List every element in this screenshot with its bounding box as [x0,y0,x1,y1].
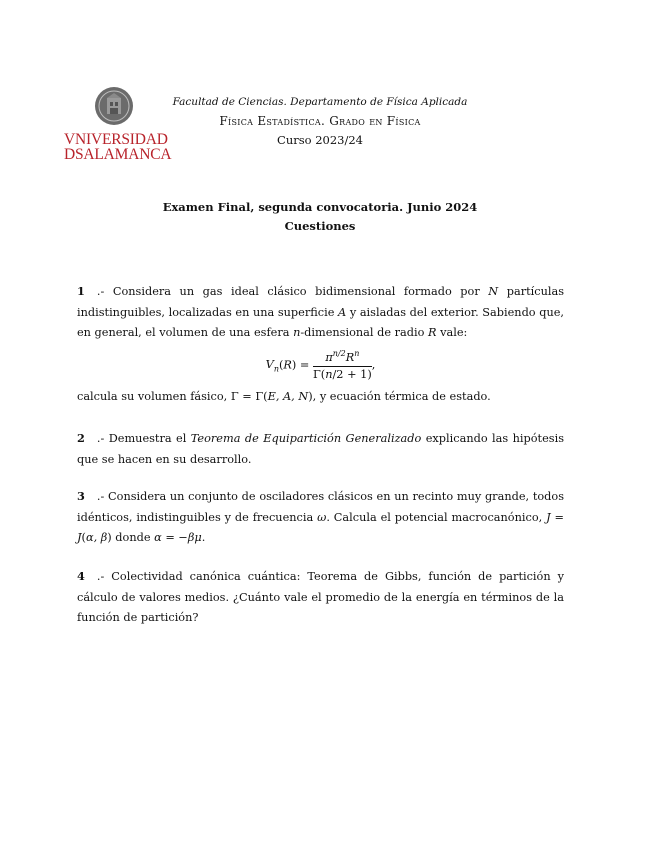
question-2-post: explicando las hipótesis que se hacen en su desarrollo. [77,432,564,466]
question-4-text: .- Colectividad canónica cuántica: Teorema de Gibbs, función de partición y cálculo de valores medios. ¿Cuánto vale el promedio de la energía en términos de la función de partición? [77,570,564,624]
question-number: 1 [77,284,85,298]
university-seal-icon [94,86,134,126]
question-number: 2 [77,431,85,445]
year-line: Curso 2023/24 [277,133,363,147]
question-number: 4 [77,569,85,583]
question-number: 3 [77,489,85,503]
question-1-text-b: calcula su volumen fásico, Γ = Γ(E, A, N), y ecuación térmica de estado. [77,390,491,404]
exam-heading: Examen Final, segunda convocatoria. Junio 2024 [162,200,478,214]
course-line: Física Estadística. Grado en Física [219,114,421,128]
question-1 [77,281,564,408]
question-3-text: .- Considera un conjunto de osciladores clásicos en un recinto muy grande, todos idénticos, indistinguibles y de frecuencia ω. Calcula el potencial macrocanónico, J = J(α, β) donde α = −βμ. [77,490,564,544]
question-3 [77,486,564,549]
question-4 [77,566,564,629]
logo-line-2: DSALAMANCA [64,146,172,163]
question-2-pre: .- Demuestra el [96,432,191,445]
section-heading: Cuestiones [284,219,356,233]
logo-line-1: VNIVERSIDAD [64,131,168,148]
volume-formula: $V_n(R)$ = $\frac{\pi^{n/2}R^n}{\Gamma(n/2 + 1)}$ , [265,349,376,382]
question-2 [77,428,564,470]
faculty-line: Facultad de Ciencias. Departamento de Física Aplicada [172,96,468,108]
exam-title [120,198,520,236]
question-2-theorem: Teorema de Equipartición Generalizado [190,432,422,445]
question-1-text-a: .- Considera un gas ideal clásico bidimensional formado por N partículas indistinguibles, localizadas en una superficie A y aisladas del exterior. Sabiendo que, en general, el volumen de una esfera n-dimensional de radio R vale: [77,285,565,339]
document-header [140,94,500,150]
